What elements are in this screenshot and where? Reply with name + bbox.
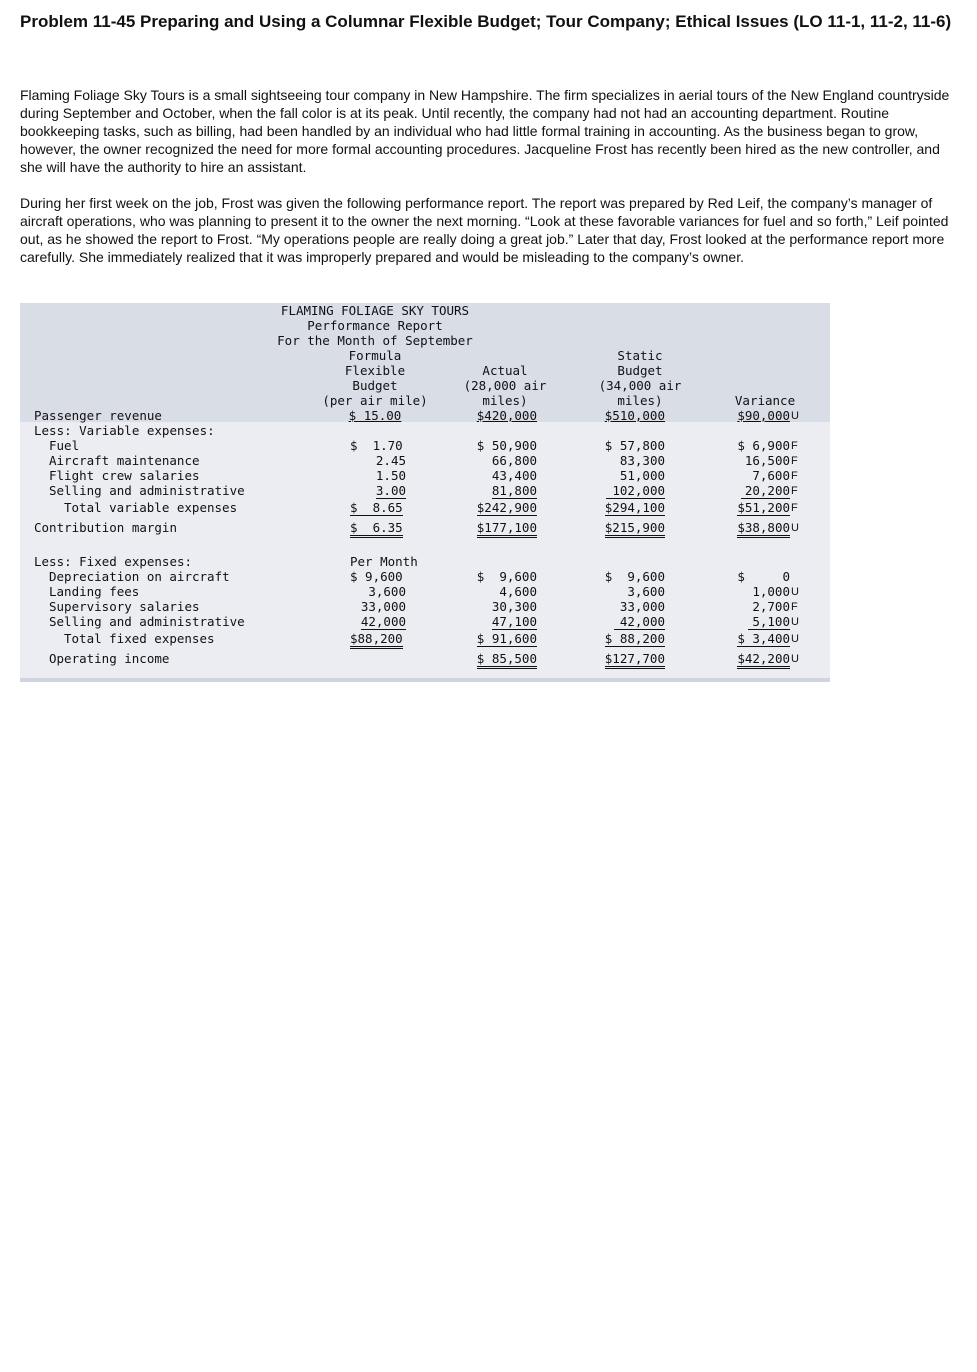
variance-cell: $ 3,400 [737,631,790,646]
actual-cell: 47,100 [491,614,537,629]
actual-cell: 4,600 [499,584,537,599]
formula-cell: 1.50 [375,468,406,483]
formula-cell: $ 9,600 [350,569,403,584]
section-label: Less: Fixed expenses: [34,554,193,569]
static-cell: $215,900 [605,520,665,538]
row-label: Passenger revenue [34,408,162,423]
actual-cell: $ 85,500 [477,651,537,669]
variance-cell: $90,000 [737,408,790,423]
variance-cell: $38,800 [737,520,790,538]
actual-cell: 43,400 [491,468,537,483]
static-cell: 33,000 [619,599,665,614]
report-name: Performance Report [307,318,443,333]
row-label: Contribution margin [34,520,177,535]
variance-direction: U [791,522,799,534]
static-header-line-3: (34,000 air [598,378,682,393]
variance-cell: $ 0 [737,569,790,584]
row-label: Supervisory salaries [49,599,200,614]
actual-cell: $420,000 [476,408,537,423]
variance-direction: F [791,485,798,497]
static-cell: $510,000 [604,408,665,423]
static-header-line-4: miles) [617,393,663,408]
formula-cell: $ 15.00 [348,408,402,423]
row-label: Selling and administrative [49,614,245,629]
page-title: Problem 11-45 Preparing and Using a Columnar Flexible Budget; Tour Company; Ethical Issues (LO 11-1, 11-2, 11-6) [20,12,952,31]
variance-direction: U [791,586,799,598]
variance-cell: 1,000 [752,584,790,599]
static-cell: $ 9,600 [604,569,665,584]
row-label: Total variable expenses [64,500,238,515]
row-label: Operating income [49,651,170,666]
formula-cell: $ 1.70 [350,438,403,453]
row-label: Total fixed expenses [64,631,215,646]
variance-cell: 5,100 [748,614,790,630]
formula-header-per-month: Per Month [350,554,418,569]
variance-header: Variance [734,393,796,408]
actual-header-line-2: (28,000 air [463,378,547,393]
formula-cell: 2.45 [375,453,406,468]
static-header-line-1: Static [617,348,663,363]
static-cell: 102,000 [606,483,665,499]
formula-cell: 33,000 [360,599,406,614]
row-label: Flight crew salaries [49,468,200,483]
formula-cell: 3.00 [375,483,406,498]
variance-cell: $ 6,900 [737,438,790,453]
report-company-name: FLAMING FOLIAGE SKY TOURS [280,303,470,318]
report-period: For the Month of September [277,333,473,348]
section-label: Less: Variable expenses: [34,423,215,438]
formula-header-line-1: Formula [348,348,402,363]
actual-header-line-3: miles) [482,393,528,408]
variance-cell: 7,600 [752,468,790,483]
report-bottom-rule [20,678,830,682]
static-cell: $127,700 [605,651,665,669]
variance-direction: F [791,455,798,467]
static-cell: 3,600 [627,584,665,599]
intro-paragraph: Flaming Foliage Sky Tours is a small sightseeing tour company in New Hampshire. The firm specializes in aerial tours of the New England countryside during September and October, when the fall color is at its peak. Until recently, the company had not had an accounting department. Routine bookkeeping tasks, such as billing, had been handled by an individual who had little formal training in accounting. As the business began to grow, however, the owner recognized the need for more formal accounting procedures. Jacqueline Frost has recently been hired as the new controller, and she will have the authority to hire an assistant. [20,87,950,175]
variance-direction: U [791,653,799,665]
static-header-line-2: Budget [617,363,663,378]
row-label: Fuel [49,438,80,453]
static-cell: 83,300 [619,453,665,468]
variance-direction: F [791,470,798,482]
row-label: Depreciation on aircraft [49,569,230,584]
formula-header-line-3: Budget [352,378,398,393]
static-cell: 51,000 [619,468,665,483]
static-cell: $ 88,200 [604,631,665,646]
actual-cell: 81,800 [491,483,537,498]
actual-cell: 66,800 [491,453,537,468]
formula-header-line-2: Flexible [344,363,406,378]
variance-direction: F [791,502,798,514]
variance-cell: 2,700 [752,599,790,614]
variance-cell: 20,200 [741,483,790,499]
formula-cell: $ 8.65 [350,500,403,515]
variance-direction: F [791,601,798,613]
static-cell: 42,000 [614,614,665,630]
variance-direction: F [791,440,798,452]
formula-cell: 3,600 [368,584,406,599]
actual-header-line-1: Actual [482,363,528,378]
variance-direction: U [791,410,799,422]
performance-report [20,303,830,681]
row-label: Landing fees [49,584,140,599]
variance-cell: 16,500 [744,453,790,468]
formula-cell: 42,000 [360,614,406,629]
actual-cell: $ 50,900 [476,438,537,453]
row-label: Selling and administrative [49,483,245,498]
variance-direction: U [791,616,799,628]
context-paragraph: During her first week on the job, Frost was given the following performance report. The report was prepared by Red Leif, the company’s manager of aircraft operations, who was planning to present it to the owner the next morning. “Look at these favorable variances for fuel and so forth,” Leif pointed out, as he showed the report to Frost. “My operations people are really doing a great job.” Later that day, Frost looked at the performance report more carefully. She immediately realized that it was improperly prepared and would be misleading to the company’s owner. [20,195,949,265]
actual-cell: $177,100 [477,520,537,538]
actual-cell: $242,900 [476,500,537,515]
static-cell: $ 57,800 [604,438,665,453]
actual-cell: 30,300 [491,599,537,614]
actual-cell: $ 9,600 [476,569,537,584]
variance-cell: $42,200 [737,651,790,669]
variance-cell: $51,200 [737,500,790,515]
formula-cell: $88,200 [350,631,403,649]
actual-cell: $ 91,600 [476,631,537,646]
row-label: Aircraft maintenance [49,453,200,468]
formula-cell: $ 6.35 [350,520,403,538]
formula-header-line-4: (per air mile) [322,393,428,408]
variance-direction: U [791,633,799,645]
static-cell: $294,100 [604,500,665,515]
